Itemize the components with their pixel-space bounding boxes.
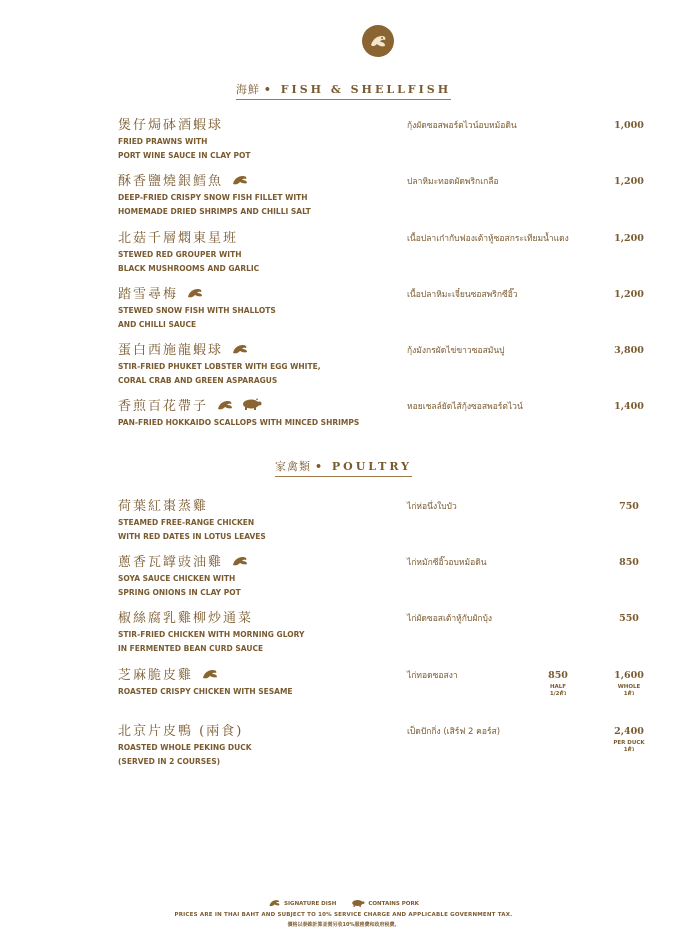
half-label: HALF [549, 684, 567, 690]
dish-name-cn: 荷葉紅棗蒸雞 [118, 499, 209, 514]
dish-price: 2,400 PER DUCK 1ตัว [599, 724, 659, 754]
dish-name-thai: ไก่ทอดซอสงา [407, 671, 458, 681]
legend-pork-label: CONTAINS PORK [368, 901, 419, 907]
dish-name-en-2: WITH RED DATES IN LOTUS LEAVES [118, 532, 266, 541]
menu-item [118, 118, 648, 163]
dragon-icon [186, 286, 204, 305]
section-fish [0, 78, 687, 100]
legend-signature-label: SIGNATURE DISH [284, 901, 337, 907]
dish-name-cn: 芝麻脆皮雞 [118, 668, 194, 683]
dish-price: 3,800 [614, 345, 644, 356]
dish-price-half: 850 HALF 1/2ตัว [528, 668, 588, 698]
dragon-icon [268, 898, 281, 910]
section-title-fish: 海鮮 • FISH & SHELLFISH [236, 81, 451, 100]
footer-note: PRICES ARE IN THAI BAHT AND SUBJECT TO 10% SERVICE CHARGE AND APPLICABLE GOVERNMENT TAX. [174, 912, 513, 918]
dish-price: 550 [619, 613, 639, 624]
dish-name-en-2: HOMEMADE DRIED SHRIMPS AND CHILLI SALT [118, 207, 311, 216]
dragon-icon [231, 173, 249, 192]
dish-name-cn: 椒絲腐乳雞柳炒通菜 [118, 611, 254, 626]
dish-price: 850 [619, 557, 639, 568]
pig-icon [350, 899, 365, 909]
dish-price-whole: 1,600 WHOLE 1ตัว [599, 668, 659, 698]
dish-name-en: DEEP-FRIED CRISPY SNOW FISH FILLET WITH [118, 193, 308, 202]
dish-price: 1,400 [614, 401, 644, 412]
dish-price: 1,000 [614, 120, 644, 131]
dish-name-cn: 踏雪尋梅 [118, 287, 179, 302]
dish-name-en: STEAMED FREE-RANGE CHICKEN [118, 518, 255, 527]
dish-name-thai: เนื้อปลาหิมะเจี๋ยนซอสพริกซีอิ๊ว [407, 290, 518, 300]
dish-name-en-2: IN FERMENTED BEAN CURD SAUCE [118, 644, 264, 653]
dish-name-cn: 北京片皮鴨 (兩食) [118, 724, 244, 739]
section-title-poultry: 家禽類 • POULTRY [275, 458, 412, 477]
dish-name-en-2: PORT WINE SAUCE IN CLAY POT [118, 151, 251, 160]
dish-price: 1,200 [614, 289, 644, 300]
dish-name-en-2: (SERVED IN 2 COURSES) [118, 757, 221, 766]
dish-name-en: STIR-FRIED CHICKEN WITH MORNING GLORY [118, 630, 305, 639]
menu-item [118, 555, 648, 600]
dish-name-en: SOYA SAUCE CHICKEN WITH [118, 574, 236, 583]
menu-item [118, 724, 648, 769]
menu-item [118, 174, 648, 219]
dish-name-en: ROASTED WHOLE PEKING DUCK [118, 743, 252, 752]
per-duck-label: PER DUCK [613, 740, 645, 746]
dish-name-thai: ไก่หมักซีอิ๊วอบหม้อดิน [407, 558, 487, 568]
dish-price: 750 [619, 501, 639, 512]
dish-name-en: ROASTED CRISPY CHICKEN WITH SESAME [118, 687, 293, 696]
dish-name-thai: ไก่ผัดซอสเต้าหู้กับผักบุ้ง [407, 614, 492, 624]
menu-item [118, 231, 648, 276]
menu-item [118, 499, 648, 544]
whole-label: WHOLE [617, 684, 641, 690]
dish-name-cn: 酥香鹽燒銀鱈魚 [118, 174, 224, 189]
dish-name-thai: ไก่ห่อนึ่งใบบัว [407, 502, 457, 512]
dish-name-thai: ปลาหิมะทอดผัดพริกเกลือ [407, 177, 499, 187]
menu-item [118, 343, 648, 388]
dish-name-cn: 煲仔焗砵酒蝦球 [118, 118, 224, 133]
dish-name-en: STEWED RED GROUPER WITH [118, 250, 242, 259]
dish-name-cn: 香煎百花帶子 [118, 399, 209, 414]
dish-name-en-2: CORAL CRAB AND GREEN ASPARAGUS [118, 376, 278, 385]
dish-name-thai: กุ้งผัดซอสพอร์ตไวน์อบหม้อดิน [407, 121, 517, 131]
dish-name-thai: กุ้งมังกรผัดไข่ขาวซอสมันปู [407, 346, 505, 356]
pig-icon [240, 398, 262, 417]
menu-item [118, 287, 648, 332]
half-sub-label: 1/2ตัว [549, 691, 567, 697]
dragon-emblem-icon [362, 25, 394, 57]
dish-name-cn: 蔥香瓦罉豉油雞 [118, 555, 224, 570]
dish-name-en: PAN-FRIED HOKKAIDO SCALLOPS WITH MINCED SHRIMPS [118, 418, 360, 427]
dish-name-cn: 北菇千層燜東星班 [118, 231, 239, 246]
menu-item [118, 611, 648, 656]
menu-item [118, 668, 648, 699]
dragon-icon [216, 398, 234, 417]
per-duck-sub-label: 1ตัว [623, 747, 635, 753]
dragon-icon [231, 342, 249, 361]
dish-name-en-2: AND CHILLI SAUCE [118, 320, 197, 329]
dish-name-thai: เนื้อปลาเก๋ากับฟองเต้าหู้ซอสกระเทียมน้ำแดง [407, 234, 569, 244]
dish-name-en-2: BLACK MUSHROOMS AND GARLIC [118, 264, 260, 273]
whole-sub-label: 1ตัว [623, 691, 635, 697]
dish-name-thai: เป็ดปักกิ่ง (เสิร์ฟ 2 คอร์ส) [407, 727, 501, 737]
dish-price: 1,200 [614, 233, 644, 244]
legend [0, 898, 687, 910]
dish-price: 1,200 [614, 176, 644, 187]
dish-name-en: FRIED PRAWNS WITH [118, 137, 208, 146]
dragon-icon [201, 667, 219, 686]
dish-name-en: STEWED SNOW FISH WITH SHALLOTS [118, 306, 276, 315]
footer-note-cn: 價格以泰銖計算並需另收10%服務費和政府稅費。 [287, 922, 400, 928]
dish-name-en-2: SPRING ONIONS IN CLAY POT [118, 588, 241, 597]
dragon-icon [231, 554, 249, 573]
menu-item [118, 399, 648, 430]
dish-name-thai: หอยเชลล์ยัดไส้กุ้งซอสพอร์ตไวน์ [407, 402, 523, 412]
dish-name-cn: 蛋白西施龍蝦球 [118, 343, 224, 358]
section-poultry [0, 455, 687, 477]
dish-name-en: STIR-FRIED PHUKET LOBSTER WITH EGG WHITE, [118, 362, 321, 371]
